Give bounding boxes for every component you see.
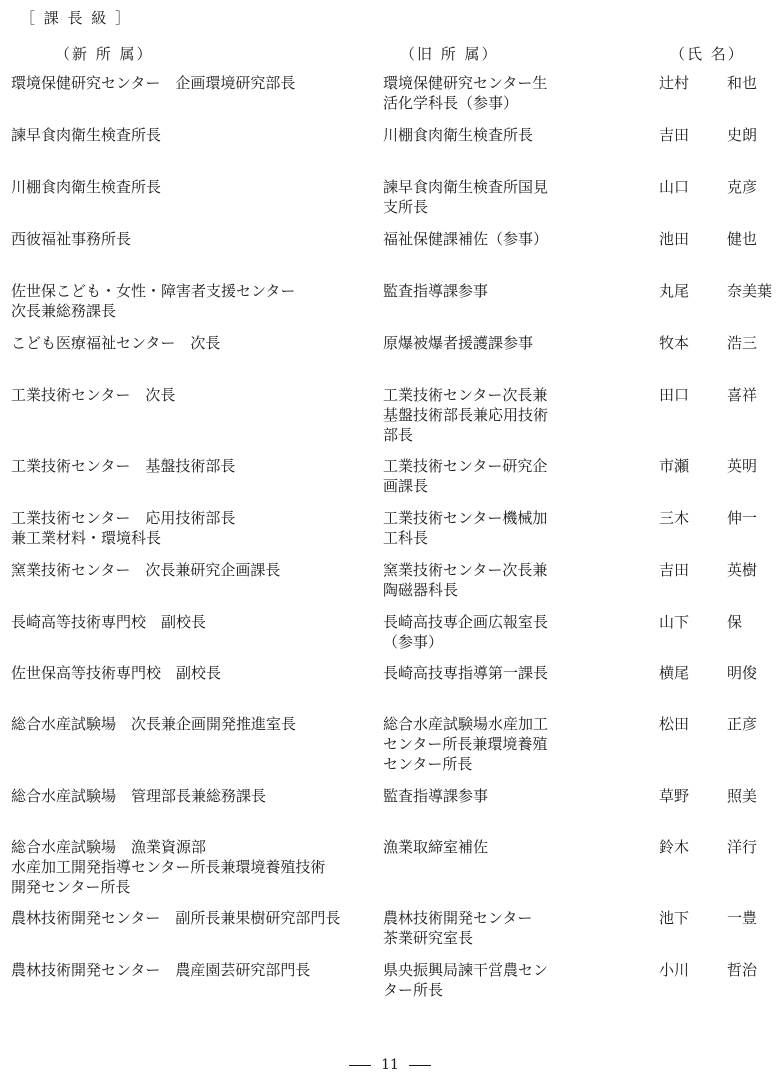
surname: 田口 <box>659 386 690 404</box>
new-affiliation: 窯業技術センター 次長兼研究企画課長 <box>11 561 281 579</box>
new-affiliation: 農林技術開発センター 副所長兼果樹研究部門長 <box>11 909 341 927</box>
surname: 牧本 <box>659 334 690 352</box>
new-affiliation: 工業技術センター 次長 <box>11 386 176 404</box>
given-name: 健也 <box>727 230 758 248</box>
surname: 池田 <box>659 230 690 248</box>
header-name: （氏 名） <box>670 45 745 63</box>
given-name: 克彦 <box>727 178 758 196</box>
old-affiliation: 漁業取締室補佐 <box>383 838 489 856</box>
new-affiliation: 工業技術センター 応用技術部長 兼工業材料・環境科長 <box>11 509 236 547</box>
old-affiliation: 総合水産試験場水産加工 センター所長兼環境養殖 センター所長 <box>383 715 549 773</box>
surname: 池下 <box>659 909 690 927</box>
new-affiliation: 佐世保高等技術専門校 副校長 <box>11 664 222 682</box>
new-affiliation: 諫早食肉衛生検査所長 <box>11 126 162 144</box>
old-affiliation: 長崎高技専指導第一課長 <box>383 664 549 682</box>
surname: 松田 <box>659 715 690 733</box>
surname: 草野 <box>659 787 690 805</box>
new-affiliation: 環境保健研究センター 企画環境研究部長 <box>11 74 296 92</box>
given-name: 英明 <box>727 457 758 475</box>
given-name: 奈美葉 <box>727 282 773 300</box>
surname: 辻村 <box>659 74 690 92</box>
given-name: 和也 <box>727 74 758 92</box>
given-name: 照美 <box>727 787 758 805</box>
given-name: 浩三 <box>727 334 758 352</box>
old-affiliation: 監査指導課参事 <box>383 282 489 300</box>
footer-dash-left <box>349 1065 371 1066</box>
old-affiliation: 農林技術開発センター 茶業研究室長 <box>383 909 533 947</box>
old-affiliation: 長崎高技専企画広報室長 （参事） <box>383 613 549 651</box>
new-affiliation: こども医療福祉センター 次長 <box>11 334 221 352</box>
surname: 吉田 <box>659 126 690 144</box>
given-name: 伸一 <box>727 509 758 527</box>
given-name: 哲治 <box>727 961 758 979</box>
given-name: 喜祥 <box>727 386 758 404</box>
surname: 吉田 <box>659 561 690 579</box>
old-affiliation: 福祉保健課補佐（参事） <box>383 230 549 248</box>
header-old-affiliation: （旧 所 属） <box>400 45 499 63</box>
section-title: ［ 課 長 級 ］ <box>20 9 133 27</box>
given-name: 洋行 <box>727 838 758 856</box>
new-affiliation: 農林技術開発センター 農産園芸研究部門長 <box>11 961 311 979</box>
new-affiliation: 西彼福祉事務所長 <box>11 230 132 248</box>
old-affiliation: 工業技術センター機械加 工科長 <box>383 509 548 547</box>
surname: 丸尾 <box>659 282 690 300</box>
given-name: 英樹 <box>727 561 758 579</box>
new-affiliation: 川棚食肉衛生検査所長 <box>11 178 162 196</box>
new-affiliation: 佐世保こども・女性・障害者支援センター 次長兼総務課長 <box>11 282 296 320</box>
surname: 市瀬 <box>659 457 690 475</box>
new-affiliation: 総合水産試験場 次長兼企画開発推進室長 <box>11 715 297 733</box>
old-affiliation: 原爆被爆者援護課参事 <box>383 334 534 352</box>
old-affiliation: 窯業技術センター次長兼 陶磁器科長 <box>383 561 548 599</box>
new-affiliation: 長崎高等技術専門校 副校長 <box>11 613 207 631</box>
old-affiliation: 県央振興局諫干営農セン ター所長 <box>383 961 549 999</box>
old-affiliation: 工業技術センター研究企 画課長 <box>383 457 548 495</box>
header-new-affiliation: （新 所 属） <box>55 45 154 63</box>
footer-dash-right <box>409 1065 431 1066</box>
given-name: 正彦 <box>727 715 758 733</box>
new-affiliation: 総合水産試験場 管理部長兼総務課長 <box>11 787 267 805</box>
surname: 小川 <box>659 961 690 979</box>
surname: 横尾 <box>659 664 690 682</box>
old-affiliation: 工業技術センター次長兼 基盤技術部長兼応用技術 部長 <box>383 386 549 444</box>
surname: 山下 <box>659 613 690 631</box>
old-affiliation: 川棚食肉衛生検査所長 <box>383 126 534 144</box>
surname: 山口 <box>659 178 690 196</box>
given-name: 明俊 <box>727 664 758 682</box>
given-name: 一豊 <box>727 909 758 927</box>
old-affiliation: 監査指導課参事 <box>383 787 489 805</box>
page-footer <box>0 1055 780 1075</box>
surname: 鈴木 <box>659 838 690 856</box>
page-number: 11 <box>381 1057 399 1073</box>
given-name: 史朗 <box>727 126 758 144</box>
new-affiliation: 工業技術センター 基盤技術部長 <box>11 457 236 475</box>
old-affiliation: 諫早食肉衛生検査所国見 支所長 <box>383 178 549 216</box>
given-name: 保 <box>727 613 743 631</box>
old-affiliation: 環境保健研究センター生 活化学科長（参事） <box>383 74 548 112</box>
surname: 三木 <box>659 509 690 527</box>
new-affiliation: 総合水産試験場 漁業資源部 水産加工開発指導センター所長兼環境養殖技術 開発センター所長 <box>11 838 326 896</box>
